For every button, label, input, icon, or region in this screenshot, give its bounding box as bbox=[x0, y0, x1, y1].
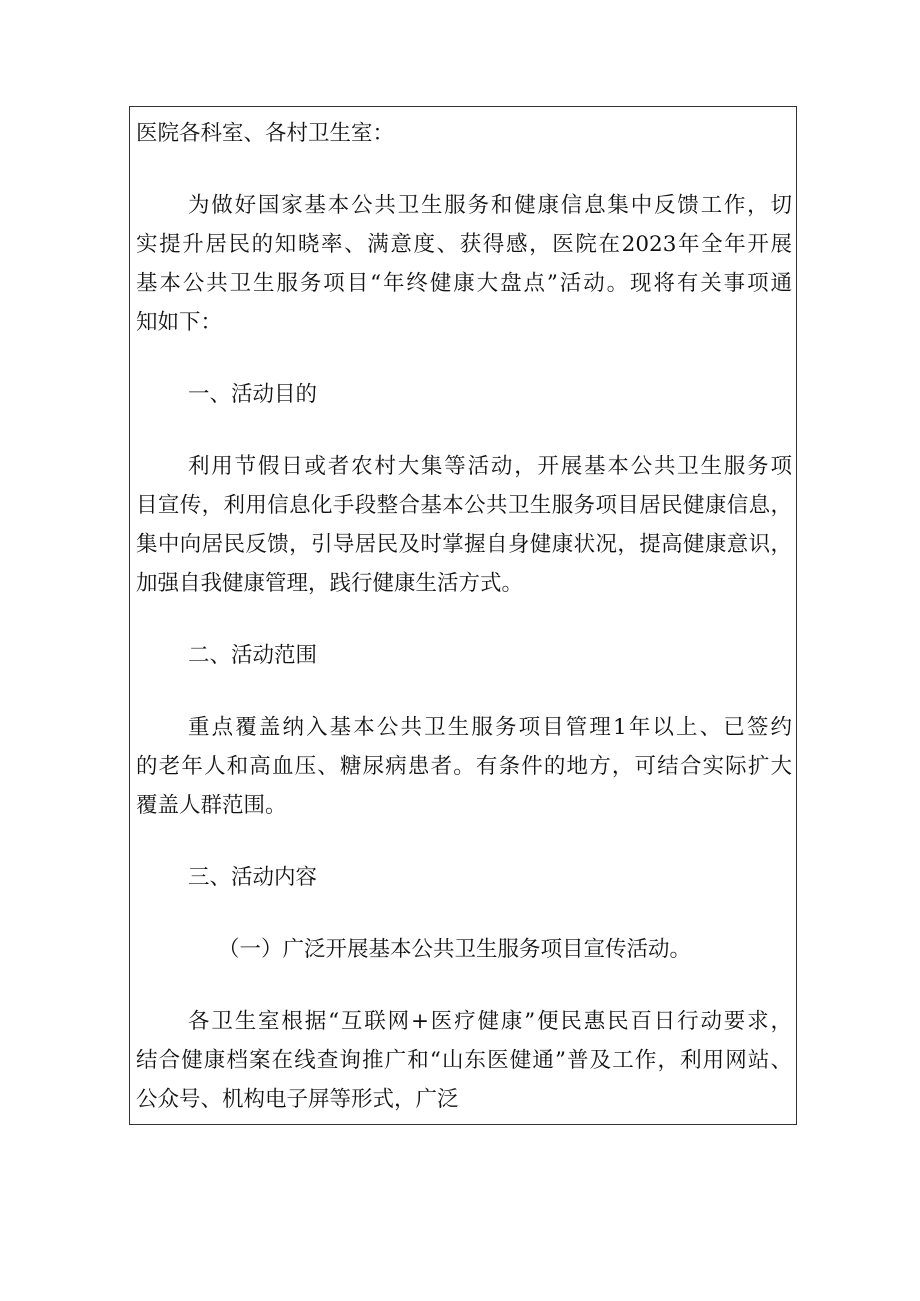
section1-line-4: 加强自我健康管理，践行健康生活方式。 bbox=[136, 571, 524, 596]
section2-title: 二、活动范围 bbox=[188, 643, 318, 668]
section2-line-2: 的老年人和高血压、糖尿病患者。有条件的地方，可结合实际扩大 bbox=[136, 754, 792, 779]
salutation: 医院各科室、各村卫生室： bbox=[136, 121, 395, 146]
section3-line-3: 公众号、机构电子屏等形式，广泛 bbox=[136, 1087, 459, 1112]
intro-line-1: 为做好国家基本公共卫生服务和健康信息集中反馈工作，切 bbox=[188, 193, 792, 218]
section1-line-1: 利用节假日或者农村大集等活动，开展基本公共卫生服务项 bbox=[188, 454, 792, 479]
section1-line-3: 集中向居民反馈，引导居民及时掌握自身健康状况，提高健康意识， bbox=[136, 532, 792, 557]
section2-line-3: 覆盖人群范围。 bbox=[136, 793, 287, 818]
intro-line-4: 知如下： bbox=[136, 310, 223, 335]
section3-title: 三、活动内容 bbox=[188, 865, 318, 890]
intro-line-3: 基本公共卫生服务项目“年终健康大盘点”活动。现将有关事项通 bbox=[136, 271, 792, 296]
section3-line-2: 结合健康档案在线查询推广和“山东医健通”普及工作，利用网站、 bbox=[136, 1048, 792, 1073]
notice-frame bbox=[129, 106, 797, 1125]
section3-line-1: 各卫生室根据“互联网+医疗健康”便民惠民百日行动要求， bbox=[188, 1009, 792, 1034]
section3-subheading: （一）广泛开展基本公共卫生服务项目宣传活动。 bbox=[218, 937, 692, 962]
section2-line-1: 重点覆盖纳入基本公共卫生服务项目管理1年以上、已签约 bbox=[188, 715, 792, 740]
intro-line-2: 实提升居民的知晓率、满意度、获得感，医院在2023年全年开展 bbox=[136, 232, 792, 257]
section1-title: 一、活动目的 bbox=[188, 382, 318, 407]
section1-line-2: 目宣传，利用信息化手段整合基本公共卫生服务项目居民健康信息， bbox=[136, 493, 792, 518]
